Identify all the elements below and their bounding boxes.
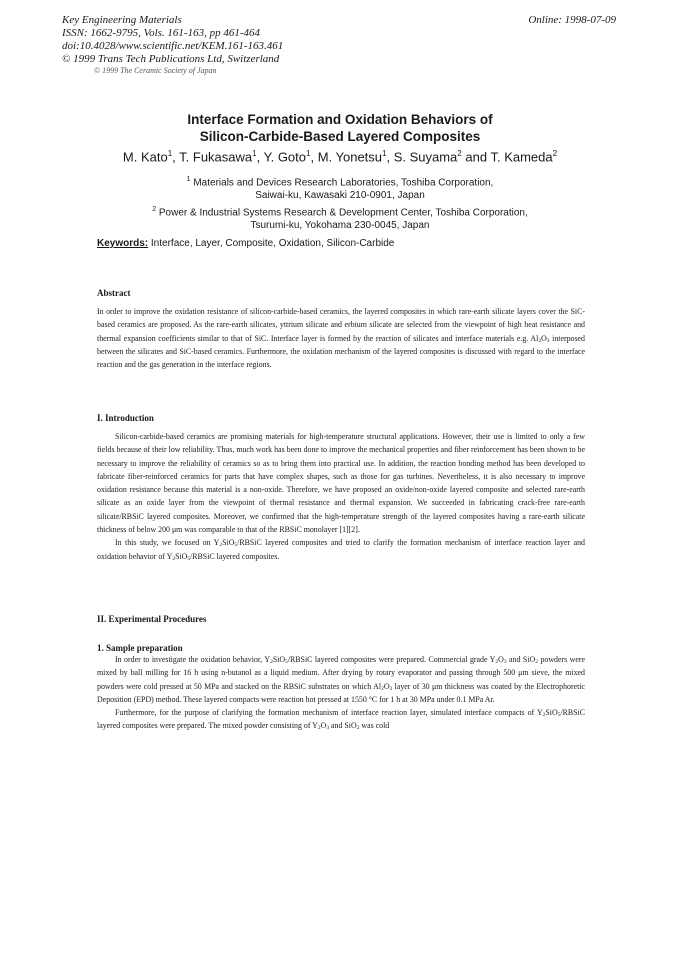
- author-name: T. Kameda: [490, 149, 553, 165]
- author-name: T. Fukasawa: [179, 149, 253, 165]
- issn-line: ISSN: 1662-9795, Vols. 161-163, pp 461-464: [62, 27, 260, 39]
- affiliation-2: [80, 203, 600, 232]
- author-affiliation-mark: 1: [382, 149, 387, 158]
- introduction-body: [97, 430, 585, 563]
- doi-line: doi:10.4028/www.scientific.net/KEM.161-163.461: [62, 40, 284, 52]
- author-affiliation-mark: 2: [457, 149, 462, 158]
- abstract-paragraph: In order to improve the oxidation resistance of silicon-carbide-based ceramics, the layered composites in which rare-earth silicate layers cover the SiC-based ceramics are proposed. As the rare-earth silicates, yttrium silicate and erbium silicate are selected from the viewpoint of high heat resistance and thermal expansion coefficients similar to that of SiC. Interface layer is formed by the reaction of silicates and interface materials e.g. $Al_2O_3$ interposed between the silicates and SiC-based ceramics. Furthermore, the oxidation mechanism of the layered composites is discussed with regard to the interface reaction and the gas generation in the interface regions.: [97, 307, 585, 370]
- author-affiliation-mark: 1: [167, 149, 173, 158]
- sample-paragraph-1: In order to investigate the oxidation behavior, $Y_2SiO_5$/RBSiC layered composites were prepared. Commercial grade $Y_2O_3$ and SiO$_2$ powders were mixed by ball milling for 16 h using n-butanol as a liquid medium. After drying by rotary evaporator and passing through 500 μm sieve, the mixed powders were cold pressed at 50 MPa and stacked on the RBSiC substrates on which $Al_2O_3$ layer of 30 μm thickness was coated by the Electrophoretic Deposition (EPD) method. These layered compacts were reaction hot pressed at 1550 °C for 1 h at 30 MPa under 0.1 MPa Ar.: [97, 655, 586, 704]
- introduction-paragraph-1: Silicon-carbide-based ceramics are promising materials for high-temperature structural applications. However, their use is limited to only a few fields because of their low reliability. Thus, much work has been done to improve the mechanical properties and fiber reinforcement has been shown to be necessary to improve the reliability of ceramics so as to bring them into practical use. In addition, the reaction bonding method has been developed to fabricate fiber-reinforced ceramics for parts that have complex shapes, such as those for gas turbines. Nevertheless, it is also necessary to improve oxidation resistance because this material is a non-oxide. Therefore, we have proposed an oxide/non-oxide layered composite and selected rare-earth silicate as an oxide layer from the viewpoint of thermal resistance and thermal expansion. We succeeded in fabricating crack-free rare-earth silicate/RBSiC layered composites. Moreover, we confirmed that the high-temperature strength of the layered composites having a rare-earth silicate thickness of below 200 μm was comparable to that of the RBSiC monolayer [1][2].: [97, 432, 585, 535]
- author-name: M. Yonetsu: [317, 149, 383, 165]
- abstract-heading: Abstract: [97, 288, 131, 298]
- keywords-label: Keywords:: [97, 238, 149, 249]
- introduction-heading: I. Introduction: [97, 413, 154, 423]
- copyright-line: © 1999 Trans Tech Publications Ltd, Switzerland: [62, 53, 280, 65]
- author-affiliation-mark: 2: [552, 149, 558, 158]
- sample-paragraph-2: Furthermore, for the purpose of clarifying the formation mechanism of interface reaction layer, simulated interface compacts of $Y_2SiO_5$/RBSiC layered composites were prepared. The mixed powder consisting of $Y_2O_3$ and SiO$_2$ was cold: [97, 708, 585, 732]
- author-name: S. Suyama: [393, 149, 458, 165]
- title-line-1: Interface Formation and Oxidation Behaviors of: [187, 112, 493, 127]
- affiliation-number: 1: [186, 176, 191, 183]
- author-affiliation-mark: 1: [306, 149, 311, 158]
- affiliation-line: Saiwai-ku, Kawasaki 210-0901, Japan: [255, 190, 425, 202]
- affiliation-line: Power & Industrial Systems Research & Development Center, Toshiba Corporation,: [158, 207, 528, 219]
- affiliation-line: Materials and Devices Research Laboratories, Toshiba Corporation,: [193, 177, 494, 189]
- title-line-2: Silicon-Carbide-Based Layered Composites: [199, 129, 481, 144]
- author-affiliation-mark: 1: [252, 149, 257, 158]
- and-word: and: [465, 149, 488, 165]
- keywords: [97, 238, 394, 249]
- author-list: M. Kato$^1$, T. Fukasawa$^1$, Y. Goto$^1$, M. Yonetsu$^1$, S. Suyama$^2$ and T. Kameda$^2$: [122, 149, 558, 165]
- paper-title: [90, 111, 590, 145]
- keywords-text: Interface, Layer, Composite, Oxidation, Silicon-Carbide: [150, 238, 395, 249]
- online-date: Online: 1998-07-09: [528, 14, 616, 26]
- sample-preparation-body: [97, 653, 585, 733]
- experimental-heading: II. Experimental Procedures: [97, 614, 207, 624]
- sample-preparation-heading: 1. Sample preparation: [97, 643, 183, 653]
- affiliation-1: [80, 173, 600, 202]
- introduction-paragraph-2: In this study, we focused on $Y_2SiO_5$/RBSiC layered composites and tried to clarify the formation mechanism of interface reaction layer and oxidation behavior of $Y_2SiO_5$/RBSiC layered composites.: [97, 538, 585, 562]
- society-copyright: © 1999 The Ceramic Society of Japan: [94, 66, 217, 75]
- journal-name: Key Engineering Materials: [62, 14, 182, 26]
- author-name: M. Kato: [122, 149, 168, 165]
- author-name: Y. Goto: [263, 149, 306, 165]
- affiliation-number: 2: [152, 206, 157, 213]
- affiliation-line: Tsurumi-ku, Yokohama 230-0045, Japan: [250, 220, 430, 232]
